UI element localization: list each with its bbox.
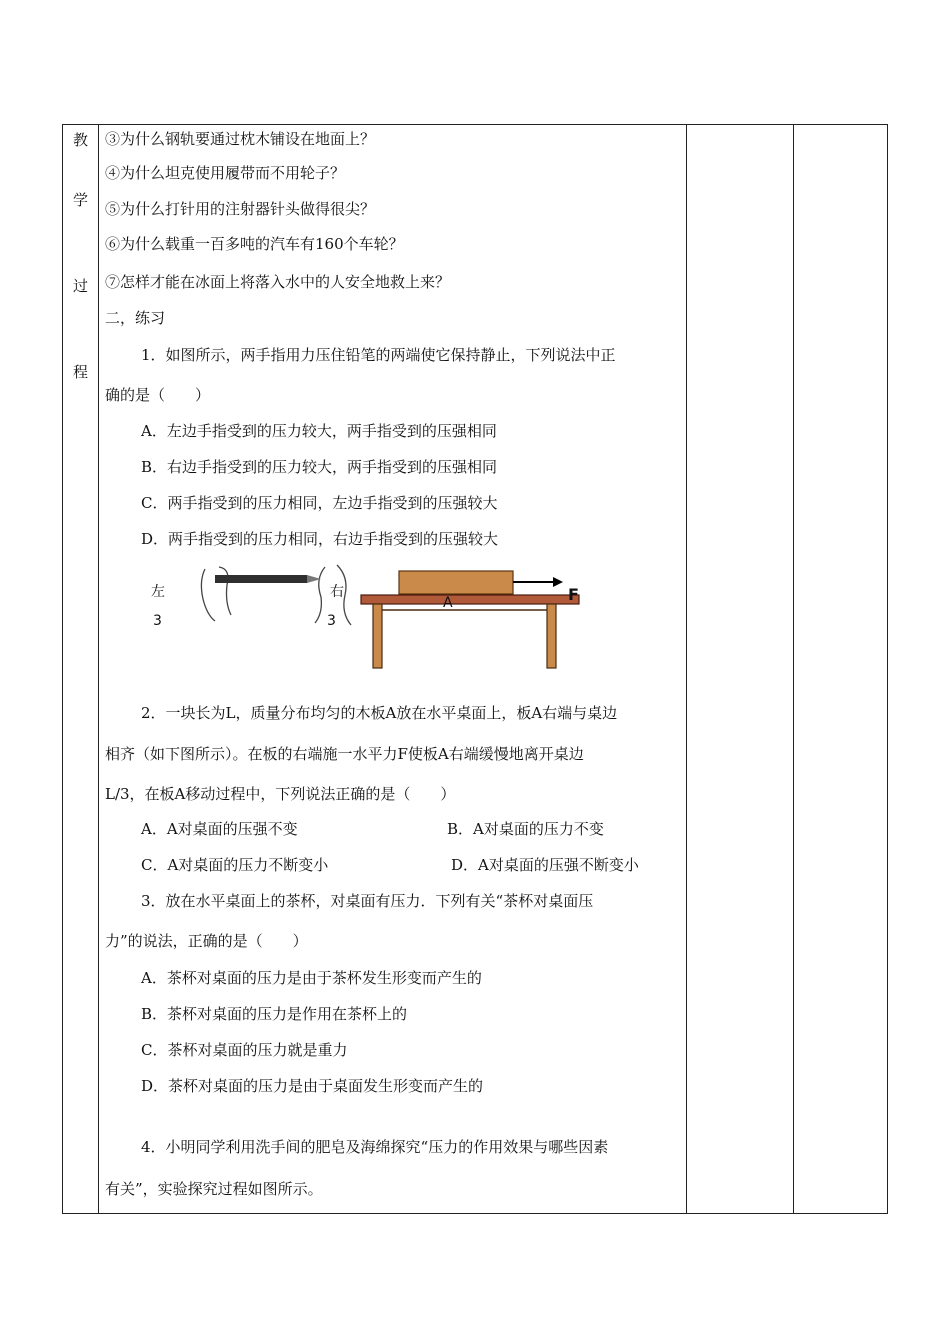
lesson-table	[62, 124, 888, 1214]
question-6: ⑥为什么载重一百多吨的汽车有160个车轮？	[105, 235, 404, 253]
problem1-option-c: C．两手指受到的压力相同，左边手指受到的压强较大	[141, 494, 498, 512]
wood-board	[399, 571, 513, 594]
problem2-option-a: A．A对桌面的压强不变	[141, 820, 298, 838]
problem1-stem: 确的是（ ）	[105, 386, 211, 404]
side-label-char: 学	[72, 191, 88, 209]
section-heading: 二，练习	[105, 309, 166, 327]
problem1-option-a: A．左边手指受到的压力较大，两手指受到的压强相同	[141, 422, 497, 440]
side-label-char: 教	[72, 131, 88, 149]
problem2-stem: 2．一块长为L，质量分布均匀的木板A放在水平桌面上，板A右端与桌边	[141, 704, 618, 722]
column-divider	[793, 125, 794, 1213]
column-divider	[98, 125, 99, 1213]
problem2-option-b: B．A对桌面的压力不变	[447, 820, 604, 838]
question-4: ④为什么坦克使用履带而不用轮子？	[105, 164, 346, 182]
problem2-option-d: D．A对桌面的压强不断变小	[451, 856, 639, 874]
problem2-stem: 相齐（如下图所示）。在板的右端施一水平力F使板A右端缓慢地离开桌边	[105, 745, 584, 763]
board-label: A	[443, 595, 453, 611]
force-label: F	[568, 585, 579, 604]
question-5: ⑤为什么打针用的注射器针头做得很尖？	[105, 200, 376, 218]
problem1-option-d: D．两手指受到的压力相同，右边手指受到的压强较大	[141, 530, 499, 548]
table-leg-right	[547, 604, 556, 668]
figure-right-label: 右	[330, 584, 344, 600]
pencil-body	[215, 575, 307, 583]
problem1-option-b: B．右边手指受到的压力较大，两手指受到的压强相同	[141, 458, 498, 476]
problem3-option-b: B．茶杯对桌面的压力是作用在茶杯上的	[141, 1005, 408, 1023]
table-board-figure	[357, 557, 607, 677]
problem3-option-c: C．茶杯对桌面的压力就是重力	[141, 1041, 348, 1059]
figure-area	[105, 557, 690, 681]
figure-left-number: 3	[153, 613, 162, 629]
problem1-stem: 1．如图所示，两手指用力压住铅笔的两端使它保持静止，下列说法中正	[141, 346, 616, 364]
problem4-stem: 有关”，实验探究过程如图所示。	[105, 1180, 323, 1198]
problem3-stem: 力”的说法，正确的是（ ）	[105, 932, 308, 950]
table-top	[361, 595, 579, 604]
table-leg-left	[373, 604, 382, 668]
problem2-stem: L/3，在板A移动过程中，下列说法正确的是（ ）	[105, 785, 456, 803]
question-7: ⑦怎样才能在冰面上将落入水中的人安全地救上来？	[105, 273, 451, 291]
force-arrow-head	[553, 577, 563, 587]
figure-right-number: 3	[327, 613, 336, 629]
problem3-stem: 3．放在水平桌面上的茶杯，对桌面有压力．下列有关“茶杯对桌面压	[141, 892, 594, 910]
side-label-char: 过	[72, 277, 88, 295]
figure-left-label: 左	[151, 584, 165, 600]
question-3: ③为什么钢轨要通过枕木铺设在地面上？	[105, 130, 376, 148]
problem3-option-a: A．茶杯对桌面的压力是由于茶杯发生形变而产生的	[141, 969, 482, 987]
problem3-option-d: D．茶杯对桌面的压力是由于桌面发生形变而产生的	[141, 1077, 484, 1095]
side-label-char: 程	[72, 363, 88, 381]
pencil-figure	[175, 559, 375, 649]
problem2-option-c: C．A对桌面的压力不断变小	[141, 856, 329, 874]
problem4-stem: 4．小明同学利用洗手间的肥皂及海绵探究“压力的作用效果与哪些因素	[141, 1138, 609, 1156]
